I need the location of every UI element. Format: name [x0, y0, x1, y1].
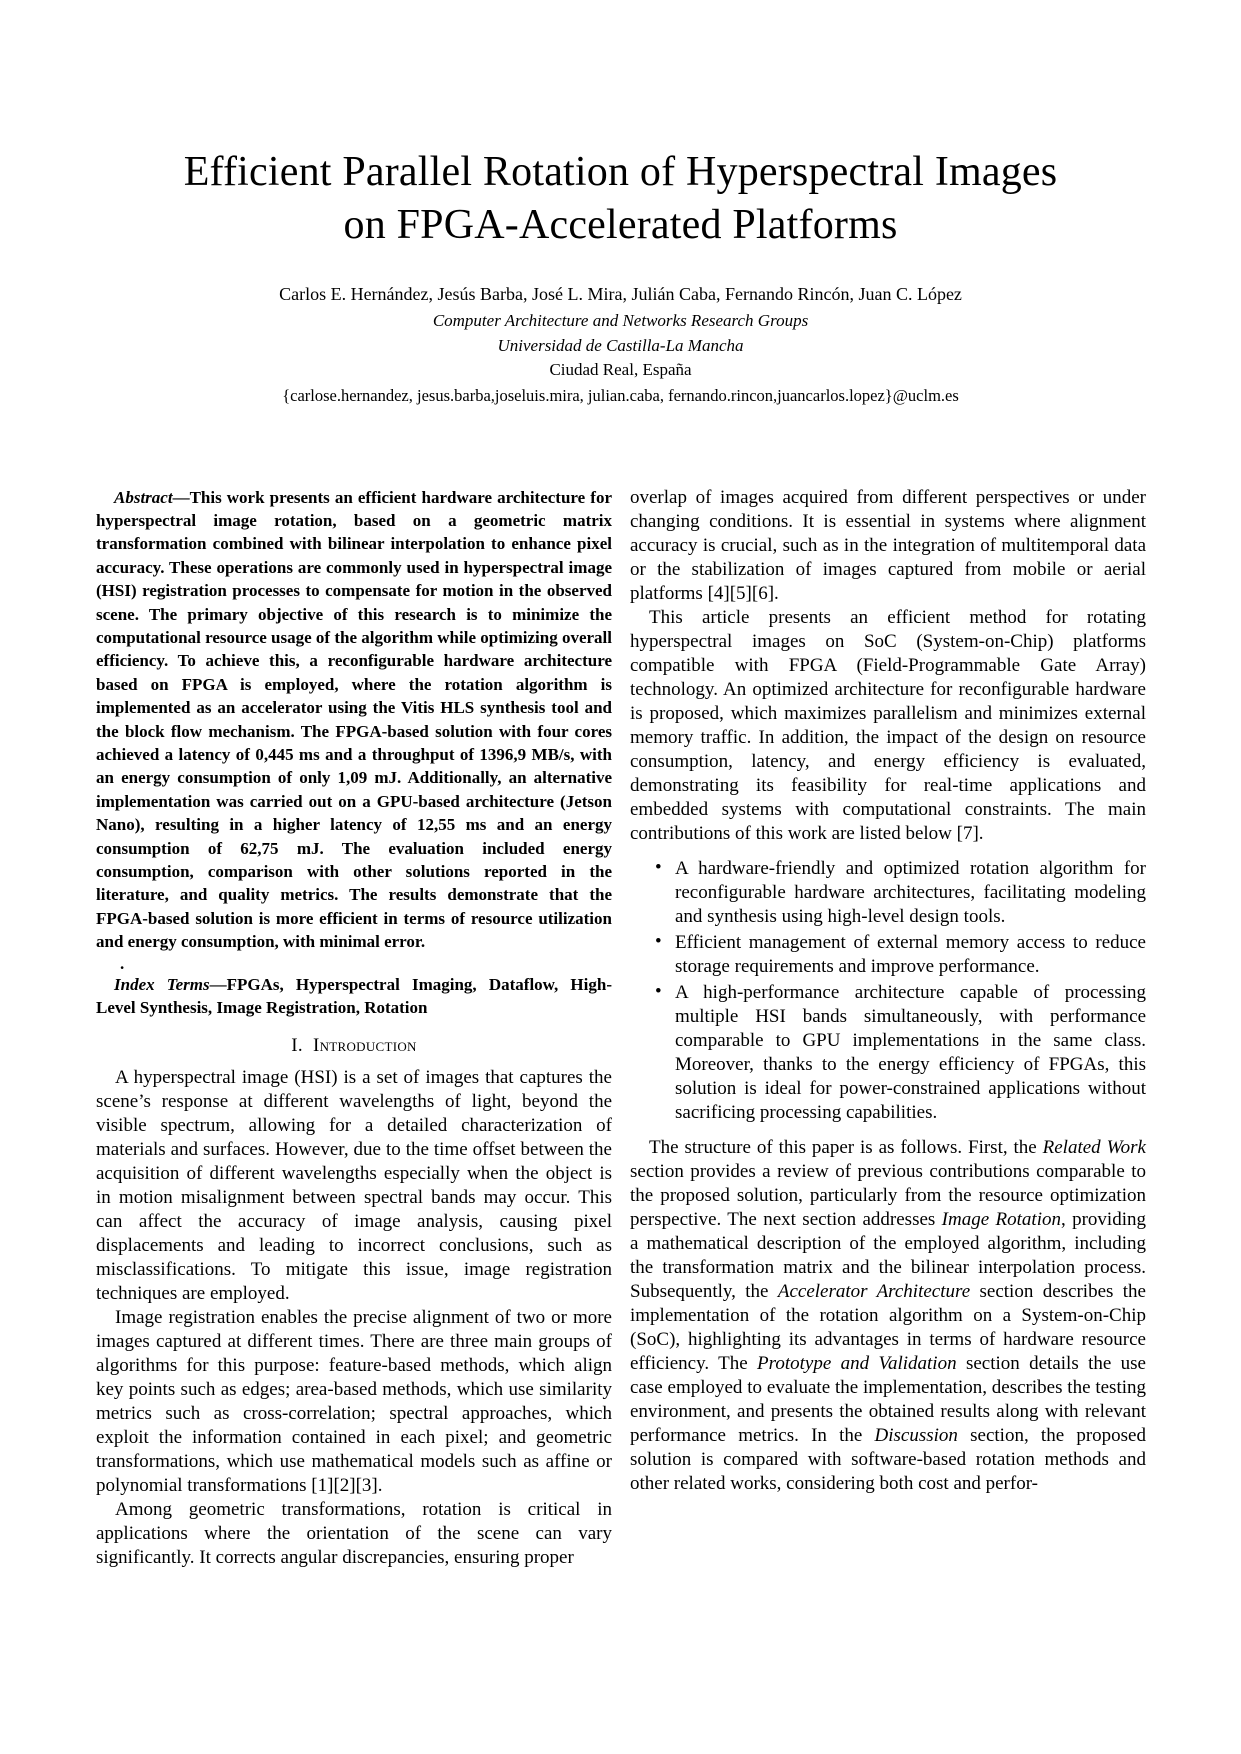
list-item: [630, 981, 1146, 1125]
right-column: [630, 486, 1146, 1571]
intro-paragraph-2: Image registration enables the precise alignment of two or more images captured at different times. There are three main groups of algorithms for this purpose: feature-based methods, which align key points such as edges; area-based methods, which use similarity metrics such as cross-correlation; spectral approaches, which exploit the information contained in each pixel; and geometric transformations, which use mathematical models such as affine or polynomial transformations [1][2][3].: [96, 1307, 612, 1497]
affiliation-group: Computer Architecture and Networks Research Groups: [432, 311, 809, 330]
index-terms-label: Index Terms: [114, 974, 210, 994]
article-overview-paragraph: This article presents an efficient method for rotating hyperspectral images on SoC (System-on-Chip) platforms compatible with FPGA (Field-Programmable Gate Array) technology. An optimized architecture for reconfigurable hardware is proposed, which maximizes parallelism and minimizes external memory traffic. In addition, the impact of the design on resource consumption, latency, and energy efficiency is evaluated, demonstrating its feasibility for real-time applications and embedded systems with computational constraints. The main contributions of this work are listed below [7].: [630, 606, 1146, 844]
author-emails: {carlose.hernandez, jesus.barba,joseluis.mira, julian.caba, fernando.rincon,juancarlos.lopez}@uclm.es: [282, 385, 959, 405]
abstract-paragraph: [96, 486, 612, 954]
paper-header: [0, 0, 1241, 408]
contributions-list: [630, 857, 1146, 1125]
left-column: [96, 486, 612, 1571]
index-terms-paragraph: [96, 973, 612, 1020]
contribution-text: A hardware-friendly and optimized rotation algorithm for reconfigurable hardware architectures, facilitating modeling and synthesis using high-level design tools.: [675, 857, 1146, 927]
paper-title-line2: on FPGA-Accelerated Platforms: [343, 202, 898, 248]
bullet-icon: •: [655, 930, 662, 952]
continuation-paragraph: overlap of images acquired from different perspectives or under changing conditions. It is essential in systems where alignment accuracy is crucial, such as in the integration of multitemporal data or the stabilization of images captured from mobile or aerial platforms [4][5][6].: [630, 486, 1146, 604]
section-number: I.: [291, 1035, 303, 1057]
index-terms-text: —FPGAs, Hyperspectral Imaging, Dataflow, High-Level Synthesis, Image Registration, Rotation: [96, 974, 612, 1018]
contribution-text: Efficient management of external memory access to reduce storage requirements and improve performance.: [675, 931, 1146, 977]
stray-dot: .: [120, 953, 125, 973]
section-heading-introduction: [96, 1035, 612, 1057]
paper-title: [0, 146, 1241, 252]
author-list: Carlos E. Hernández, Jesús Barba, José L. Mira, Julián Caba, Fernando Rincón, Juan C. López: [279, 284, 962, 304]
list-item: [630, 931, 1146, 979]
contribution-text: A high-performance architecture capable of processing multiple HSI bands simultaneously, with performance comparable to GPU implementations in the same class. Moreover, thanks to the energy efficiency of FPGAs, this solution is ideal for power-constrained applications without sacrificing processing capabilities.: [675, 981, 1146, 1123]
intro-paragraph-1: A hyperspectral image (HSI) is a set of images that captures the scene’s response at different wavelengths of light, beyond the visible spectrum, allowing for a detailed characterization of materials and surfaces. However, due to the time offset between the acquisition of different wavelengths especially when the object is in motion misalignment between spectral bands may occur. This can affect the accuracy of image analysis, causing pixel displacements and leading to incorrect conclusions, such as misclassifications. To mitigate this issue, image registration techniques are employed.: [96, 1067, 612, 1305]
abstract-text: —This work presents an efficient hardware architecture for hyperspectral image rotation, based on a geometric matrix transformation combined with bilinear interpolation to enhance pixel accuracy. These operations are commonly used in hyperspectral image (HSI) registration processes to compensate for motion in the observed scene. The primary objective of this research is to minimize the computational resource usage of the algorithm while optimizing overall efficiency. To achieve this, a reconfigurable hardware architecture based on FPGA is employed, where the rotation algorithm is implemented as an accelerator using the Vitis HLS synthesis tool and the block flow mechanism. The FPGA-based solution with four cores achieved a latency of 0,445 ms and a throughput of 1396,9 MB/s, with an energy consumption of only 1,09 mJ. Additionally, an alternative implementation was carried out on a GPU-based architecture (Jetson Nano), resulting in a higher latency of 12,55 ms and an energy consumption of 62,75 mJ. The evaluation included energy consumption, comparison with other solutions reported in the literature, and quality metrics. The results demonstrate that the FPGA-based solution is more efficient in terms of resource utilization and energy consumption, with minimal error.: [96, 487, 612, 952]
section-title: Introduction: [312, 1035, 417, 1057]
two-column-body: [0, 486, 1241, 1571]
list-item: [630, 857, 1146, 929]
abstract-label: Abstract: [114, 487, 173, 507]
intro-paragraph-3: Among geometric transformations, rotation is critical in applications where the orientation of the scene can vary significantly. It corrects angular discrepancies, ensuring proper: [96, 1499, 612, 1569]
bullet-icon: •: [655, 856, 662, 878]
affiliation-block: [0, 309, 1241, 383]
paper-title-line1: Efficient Parallel Rotation of Hyperspectral Images: [183, 149, 1058, 195]
affiliation-city: Ciudad Real, España: [549, 360, 692, 379]
bullet-icon: •: [655, 980, 662, 1002]
affiliation-university: Universidad de Castilla-La Mancha: [497, 335, 744, 355]
paper-structure-paragraph: The structure of this paper is as follows. First, the Related Work section provides a review of previous contributions comparable to the proposed solution, particularly from the resource optimization perspective. The next section addresses Image Rotation, providing a mathematical description of the employed algorithm, including the transformation matrix and the bilinear interpolation process. Subsequently, the Accelerator Architecture section describes the implementation of the rotation algorithm on a System-on-Chip (SoC), highlighting its advantages in terms of hardware resource efficiency. The Prototype and Validation section details the use case employed to evaluate the implementation, describes the testing environment, and presents the obtained results along with relevant performance metrics. In the Discussion section, the proposed solution is compared with software-based rotation methods and other related works, considering both cost and perfor-: [630, 1136, 1146, 1494]
